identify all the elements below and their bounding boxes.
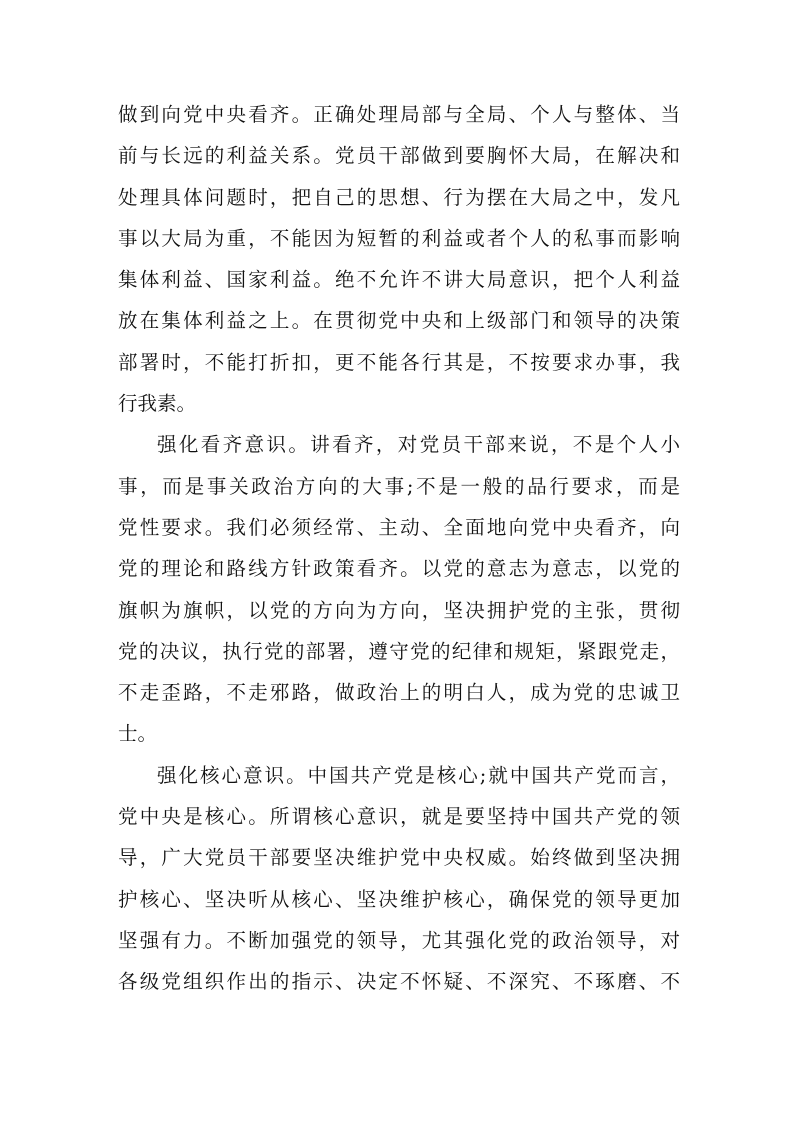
text-line: 各级党组织作出的指示、决定不怀疑、不深究、不琢磨、不 bbox=[118, 970, 680, 994]
document-page bbox=[118, 94, 680, 1003]
text-line: 处理具体问题时，把自己的思想、行为摆在大局之中，发凡 bbox=[118, 185, 680, 209]
text-line: 放在集体利益之上。在贯彻党中央和上级部门和领导的决策 bbox=[118, 309, 680, 333]
text-line: 旗帜为旗帜，以党的方向为方向，坚决拥护党的主张，贯彻 bbox=[118, 598, 680, 622]
text-line: 不走歪路，不走邪路，做政治上的明白人，成为党的忠诚卫 bbox=[118, 681, 680, 705]
text-line: 党中央是核心。所谓核心意识，就是要坚持中国共产党的领 bbox=[118, 805, 680, 829]
text-line: 士。 bbox=[118, 722, 158, 746]
text-line: 党的决议，执行党的部署，遵守党的纪律和规矩，紧跟党走， bbox=[118, 639, 680, 663]
paragraph-first-line: 强化核心意识。中国共产党是核心;就中国共产党而言， bbox=[157, 763, 680, 787]
text-line: 前与长远的利益关系。党员干部做到要胸怀大局，在解决和 bbox=[118, 144, 680, 168]
text-line: 事，而是事关政治方向的大事;不是一般的品行要求，而是 bbox=[118, 474, 680, 498]
text-line: 事以大局为重，不能因为短暂的利益或者个人的私事而影响 bbox=[118, 226, 680, 250]
text-line: 党的理论和路线方针政策看齐。以党的意志为意志，以党的 bbox=[118, 557, 680, 581]
text-line: 导，广大党员干部要坚决维护党中央权威。始终做到坚决拥 bbox=[118, 846, 680, 870]
text-line: 部署时，不能打折扣，更不能各行其是，不按要求办事，我 bbox=[118, 350, 680, 374]
text-line: 做到向党中央看齐。正确处理局部与全局、个人与整体、当 bbox=[118, 103, 680, 126]
text-line: 坚强有力。不断加强党的领导，尤其强化党的政治领导，对 bbox=[118, 928, 680, 952]
paragraph-first-line: 强化看齐意识。讲看齐，对党员干部来说，不是个人小 bbox=[157, 433, 680, 457]
text-line: 护核心、坚决听从核心、坚决维护核心，确保党的领导更加 bbox=[118, 887, 680, 911]
text-line: 党性要求。我们必须经常、主动、全面地向党中央看齐，向 bbox=[118, 515, 680, 539]
text-line: 集体利益、国家利益。绝不允许不讲大局意识，把个人利益 bbox=[118, 268, 680, 292]
text-line: 行我素。 bbox=[118, 392, 197, 416]
